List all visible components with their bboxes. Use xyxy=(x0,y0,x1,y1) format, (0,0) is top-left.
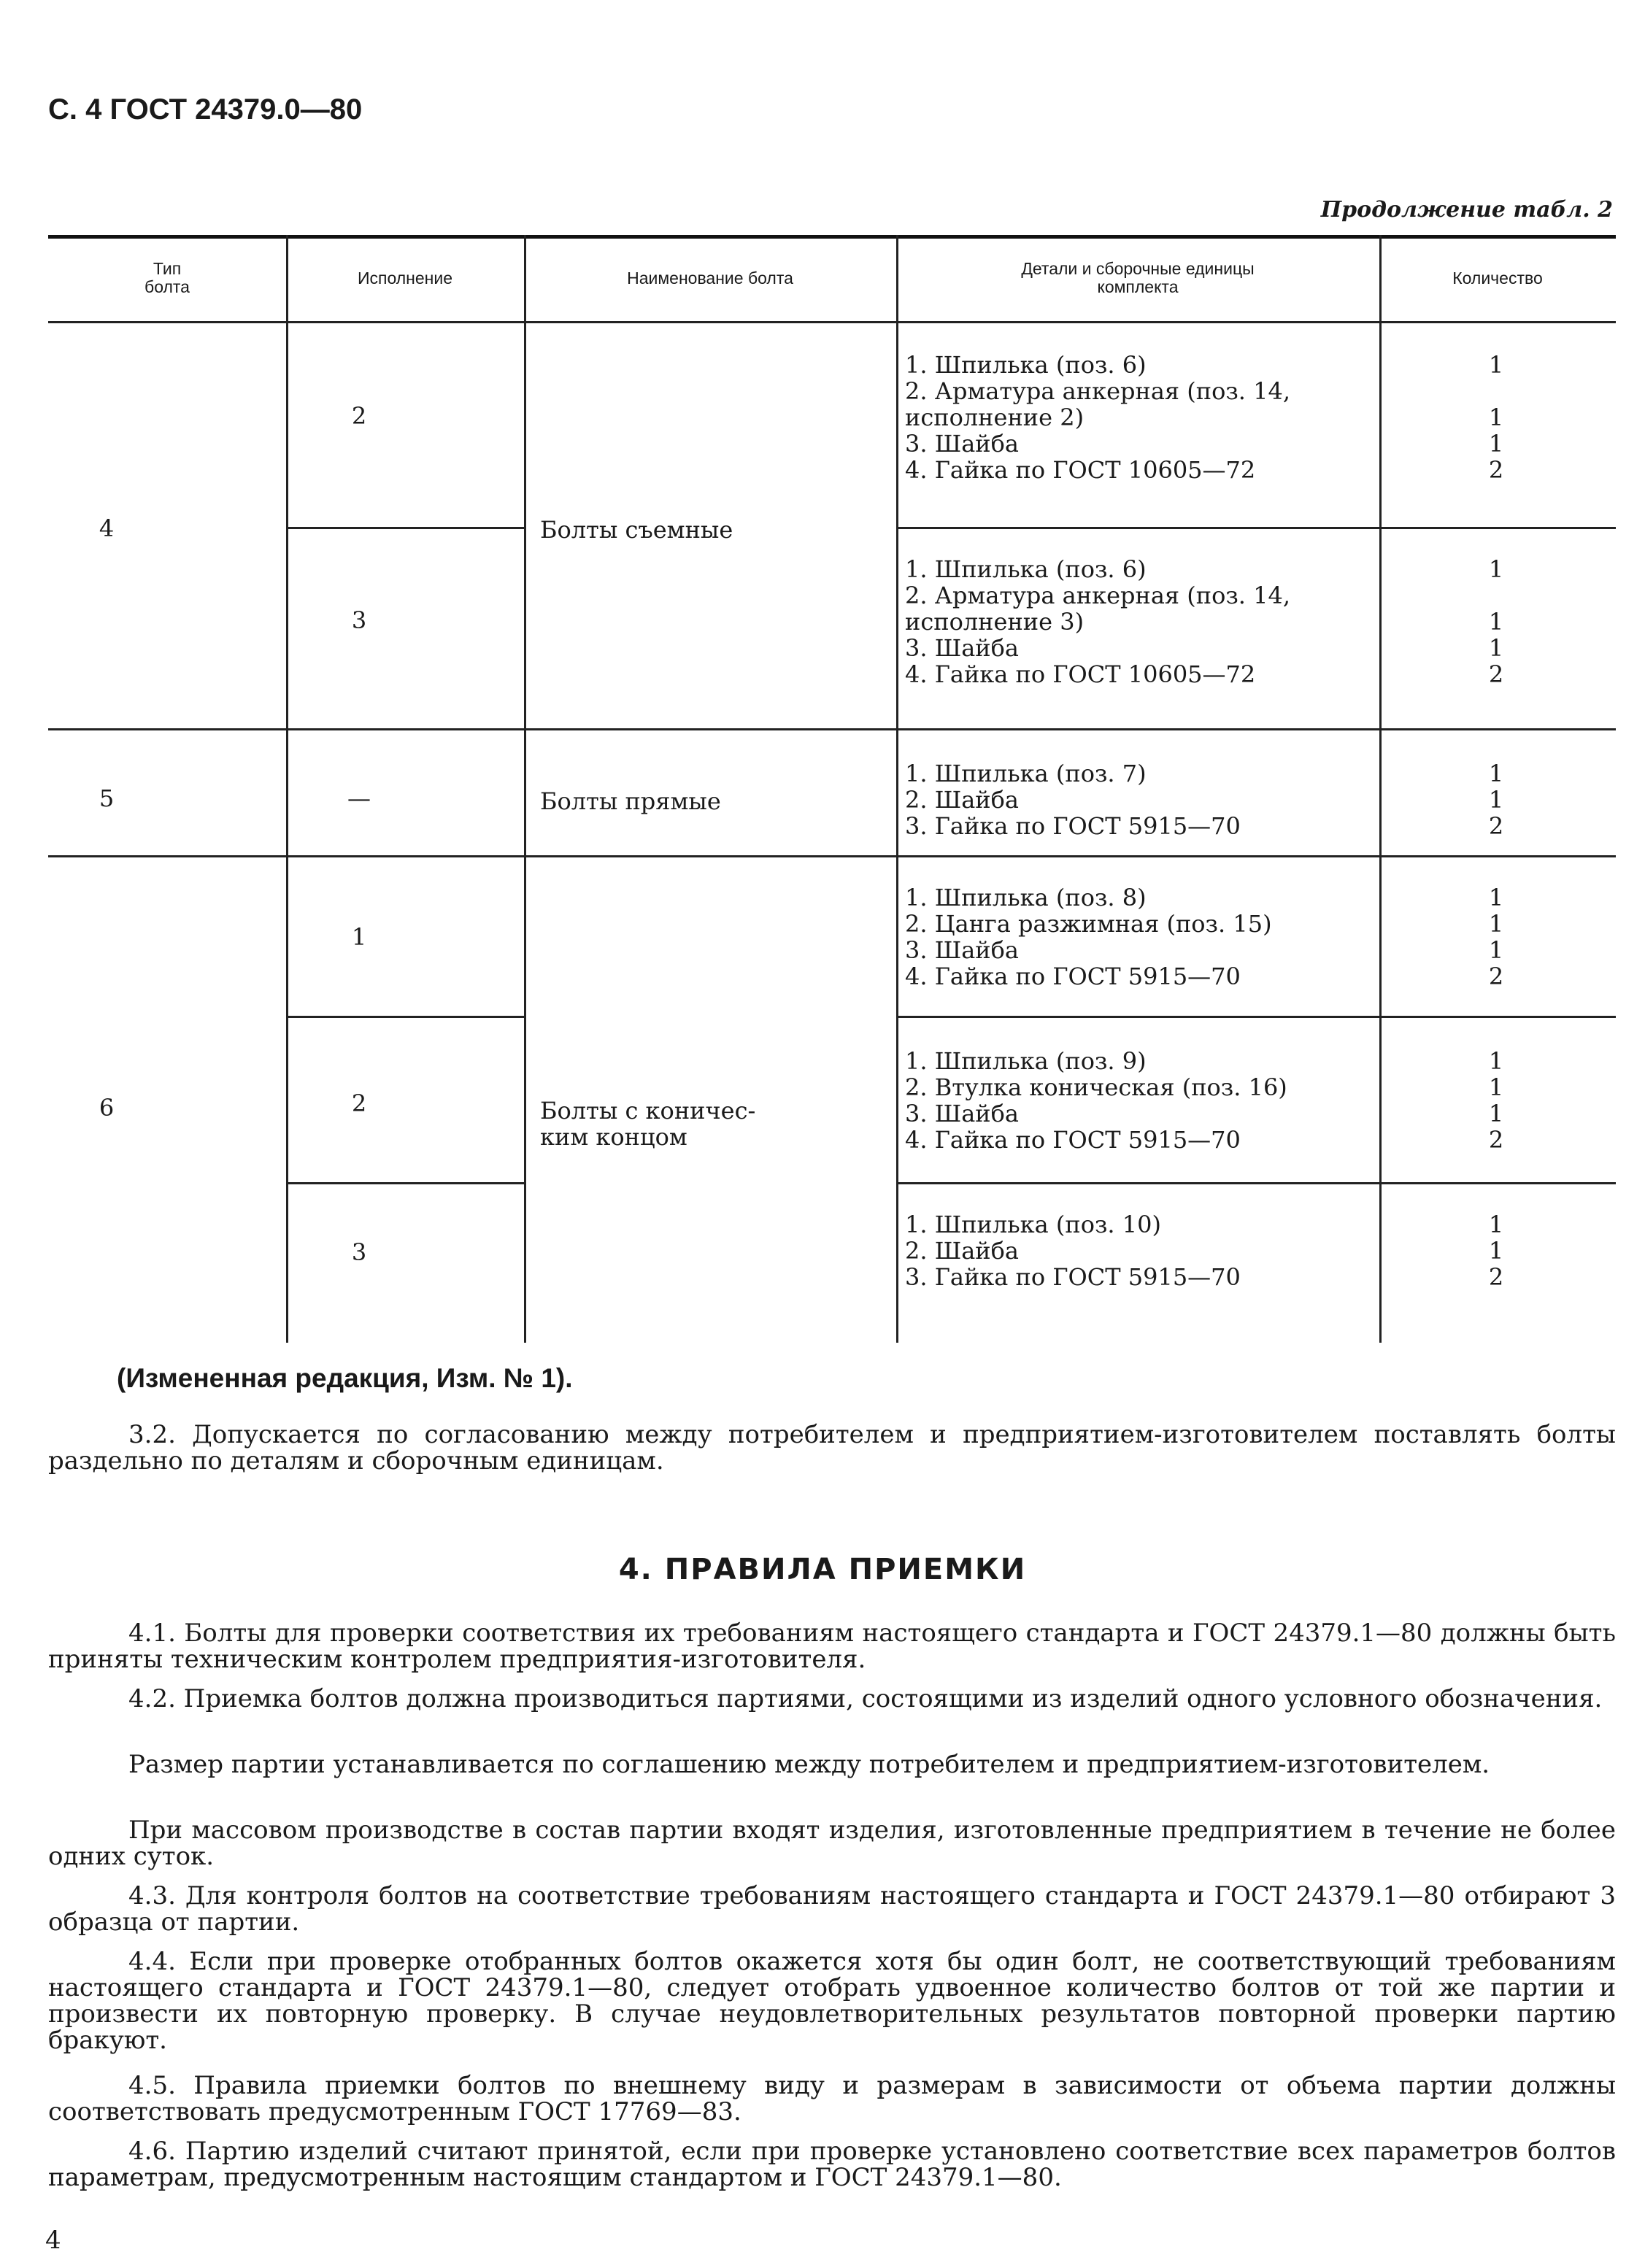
bolt-name-cell: Болты с коничес- ким концом xyxy=(540,1097,756,1151)
paragraph-4-1: 4.1. Болты для проверки соответствия их требованиям настоящего стандарта и ГОСТ 24379.1—80 должны быть приняты техническим контролем предприятия-изготовителя. xyxy=(48,1619,1616,1674)
col-rule xyxy=(1379,235,1382,1343)
table-continuation-label: Продолжение табл. 2 xyxy=(1320,197,1613,223)
row-rule xyxy=(286,527,524,529)
row-rule xyxy=(896,1182,1616,1184)
version-cell: 2 xyxy=(351,402,367,430)
details-cell: 1. Шпилька (поз. 6) 2. Арматура анкерная (поз. 14, исполнение 2) 3. Шайба 4. Гайка по ГОСТ 10605—72 xyxy=(905,351,1291,484)
paragraph-4-2-mass: При массовом производстве в состав партии входят изделия, изготовленные предприятием в течение не более одних суток. xyxy=(48,1816,1616,1871)
page-number: 4 xyxy=(45,2226,61,2255)
paragraph-4-5: 4.5. Правила приемки болтов по внешнему виду и размерам в зависимости от объема партии должны соответствовать предусмотренным ГОСТ 17769—83. xyxy=(48,2071,1616,2126)
row-rule xyxy=(896,527,1616,529)
paragraph-4-2: 4.2. Приемка болтов должна производиться партиями, состоящими из изделий одного условного обозначения. xyxy=(128,1684,1603,1713)
quantity-cell: 1 1 2 xyxy=(1488,760,1504,840)
quantity-cell: 1 1 1 2 xyxy=(1488,884,1504,990)
details-cell: 1. Шпилька (поз. 10) 2. Шайба 3. Гайка по ГОСТ 5915—70 xyxy=(905,1211,1241,1291)
details-cell: 1. Шпилька (поз. 8) 2. Цанга разжимная (поз. 15) 3. Шайба 4. Гайка по ГОСТ 5915—70 xyxy=(905,884,1272,990)
version-cell: 1 xyxy=(351,923,367,951)
row-rule xyxy=(896,1016,1616,1018)
page-header: С. 4 ГОСТ 24379.0—80 xyxy=(48,93,363,126)
version-cell: — xyxy=(347,784,371,812)
bolt-name-cell: Болты прямые xyxy=(540,787,721,815)
row-rule xyxy=(286,1182,524,1184)
version-cell: 3 xyxy=(351,606,367,634)
bolt-type-cell: 6 xyxy=(99,1094,115,1122)
quantity-cell: 1 1 1 2 xyxy=(1488,1047,1504,1154)
paragraph-3-2: 3.2. Допускается по согласованию между потребителем и предприятием-изготовителем поставлять болты раздельно по деталям и сборочным единицам. xyxy=(48,1420,1616,1476)
section-title: 4. ПРАВИЛА ПРИЕМКИ xyxy=(618,1553,1027,1586)
bolt-name-cell: Болты съемные xyxy=(540,516,733,544)
details-cell: 1. Шпилька (поз. 7) 2. Шайба 3. Гайка по ГОСТ 5915—70 xyxy=(905,760,1241,840)
col-header-version: Исполнение xyxy=(357,268,453,288)
version-cell: 2 xyxy=(351,1089,367,1117)
quantity-cell: 1 1 1 2 xyxy=(1488,351,1504,484)
col-header-quantity: Количество xyxy=(1452,268,1543,288)
bolt-type-cell: 4 xyxy=(99,514,115,542)
col-header-details: Детали и сборочные единицы комплекта xyxy=(1021,259,1255,296)
details-cell: 1. Шпилька (поз. 6) 2. Арматура анкерная (поз. 14, исполнение 3) 3. Шайба 4. Гайка по ГОСТ 10605—72 xyxy=(905,555,1291,688)
quantity-cell: 1 1 1 2 xyxy=(1488,555,1504,688)
details-cell: 1. Шпилька (поз. 9) 2. Втулка коническая (поз. 16) 3. Шайба 4. Гайка по ГОСТ 5915—70 xyxy=(905,1047,1287,1154)
version-cell: 3 xyxy=(351,1238,367,1266)
col-header-name: Наименование болта xyxy=(627,268,793,288)
paragraph-4-4: 4.4. Если при проверке отобранных болтов окажется хотя бы один болт, не соответствующий требованиям настоящего стандарта и ГОСТ 24379.1—80, следует отобрать удвоенное количество болтов от той же партии и произвести их повторную проверку. В случае неудовлетворительных результатов повторной проверки партию бракуют. xyxy=(48,1947,1616,2055)
quantity-cell: 1 1 2 xyxy=(1488,1211,1504,1291)
paragraph-4-3: 4.3. Для контроля болтов на соответствие требованиям настоящего стандарта и ГОСТ 24379.1—80 отбирают 3 образца от партии. xyxy=(48,1881,1616,1937)
col-header-type: Тип болта xyxy=(145,259,190,296)
row-rule xyxy=(286,1016,524,1018)
paragraph-4-6: 4.6. Партию изделий считают принятой, если при проверке установлено соответствие всех параметров болтов параметрам, предусмотренным настоящим стандартом и ГОСТ 24379.1—80. xyxy=(48,2137,1616,2192)
col-rule xyxy=(524,235,526,1343)
paragraph-4-2-size: Размер партии устанавливается по соглашению между потребителем и предприятием-изготовителем. xyxy=(128,1750,1490,1779)
col-rule xyxy=(896,235,898,1343)
bolt-type-cell: 5 xyxy=(99,784,115,812)
revision-note: (Измененная редакция, Изм. № 1). xyxy=(117,1363,573,1393)
